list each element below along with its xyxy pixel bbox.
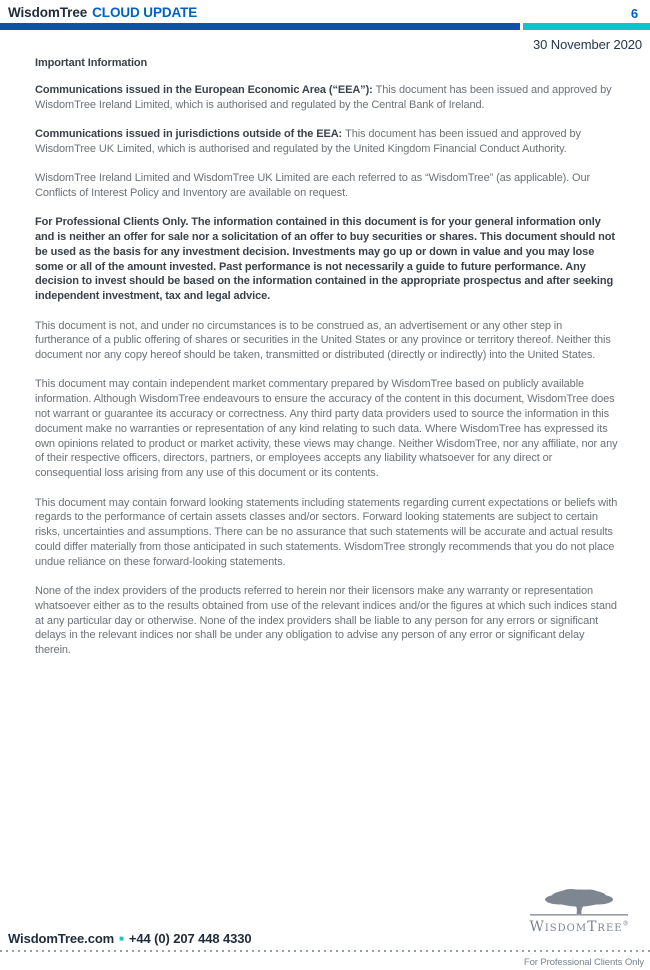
logo-wordmark-text: WisdomTree bbox=[529, 919, 623, 935]
teal-square-icon: ■ bbox=[119, 934, 124, 943]
paragraph: This document may contain forward looking statements including statements regarding current expectations or beliefs with regards to the performance of certain assets classes and/or sectors. Forward looking statements are subject to certain risks, uncertainties and assumptions. There can be no assurance that such statements will be accurate and actual results could differ materially from those anticipated in such statements. WisdomTree strongly recommends that you do not place undue reliance on these forward-looking statements. bbox=[35, 496, 618, 568]
header-brand-line bbox=[8, 5, 197, 20]
header-rule-blue-segment bbox=[0, 23, 520, 30]
footer-website: WisdomTree.com bbox=[8, 931, 115, 946]
paragraph: This document may contain independent market commentary prepared by WisdomTree based on publicly available information. Although WisdomTree endeavours to ensure the accuracy of the content in this document, WisdomTree does not warrant or guarantee its accuracy or correctness. Any third party data providers used to source the information in this document make no warranties or representation of any kind relating to such data. Where WisdomTree has expressed its own opinions related to product or market activity, these views may change. Neither WisdomTree, nor any affiliate, nor any of their respective officers, directors, partners, or employees accepts any liability whatsoever for any direct or consequential loss arising from any use of this document or its contents. bbox=[35, 378, 618, 480]
paragraph: Communications issued in the European Economic Area (“EEA”): This document has been issued and approved by WisdomTree Ireland Limited, which is authorised and regulated by the Central Bank of Ireland. bbox=[35, 84, 612, 111]
paragraph: For Professional Clients Only. The information contained in this document is for your general information only and is neither an offer for sale nor a solicitation of an offer to buy securities or shares. This document should not be used as the basis for any investment decision. Investments may go up or down in value and you may lose some or all of the amount invested. Past performance is not necessarily a guide to future performance. Any decision to invest should be based on the information contained in the appropriate prospectus and after seeking independent investment, tax and legal advice. bbox=[35, 216, 615, 303]
paragraphs bbox=[35, 83, 618, 658]
document-date: 30 November 2020 bbox=[533, 37, 642, 52]
wisdomtree-logo bbox=[518, 886, 640, 935]
footer-dotted-divider bbox=[0, 950, 650, 952]
registered-mark: ® bbox=[622, 920, 629, 928]
footer-contact bbox=[8, 931, 252, 946]
brand-name: WisdomTree bbox=[8, 5, 88, 20]
footer-phone: +44 (0) 207 448 4330 bbox=[128, 931, 252, 946]
section-heading: Important Information bbox=[35, 57, 148, 69]
tree-icon bbox=[527, 886, 631, 920]
document-title: CLOUD UPDATE bbox=[92, 5, 198, 20]
page-number: 6 bbox=[630, 6, 638, 21]
paragraph: None of the index providers of the products referred to herein nor their licensors make any warranty or representation whatsoever either as to the results obtained from use of the relevant indices and/or the figures at which such indices stand at any particular day or otherwise. None of the index providers shall be liable to any person for any errors or significant delays in the relevant indices nor shall be under any obligation to advise any person of any error or significant delay therein. bbox=[35, 585, 617, 657]
page-header bbox=[0, 0, 650, 52]
paragraph: This document is not, and under no circumstances is to be construed as, an advertisement or any other step in furtherance of a public offering of shares or securities in the United States or any province or territory thereof. Neither this document nor any copy hereof should be taken, transmitted or distributed (directly or indirectly) into the United States. bbox=[35, 319, 611, 362]
paragraph-lead: Communications issued in jurisdictions outside of the EEA: bbox=[35, 128, 346, 141]
header-rule-teal-segment bbox=[523, 23, 650, 30]
footer-disclaimer: For Professional Clients Only bbox=[523, 957, 644, 968]
header-row bbox=[0, 0, 650, 23]
paragraph: WisdomTree Ireland Limited and WisdomTree UK Limited are each referred to as “WisdomTree” (as applicable). Our Conflicts of Interest Policy and Inventory are available on request. bbox=[35, 172, 591, 199]
body-content bbox=[35, 57, 618, 673]
paragraph: Communications issued in jurisdictions outside of the EEA: This document has been issued and approved by WisdomTree UK Limited, which is authorised and regulated by the United Kingdom Financial Conduct Authority. bbox=[35, 128, 581, 155]
paragraph-lead: Communications issued in the European Economic Area (“EEA”): bbox=[35, 84, 376, 96]
logo-wordmark bbox=[518, 920, 640, 935]
header-rule bbox=[0, 23, 650, 30]
